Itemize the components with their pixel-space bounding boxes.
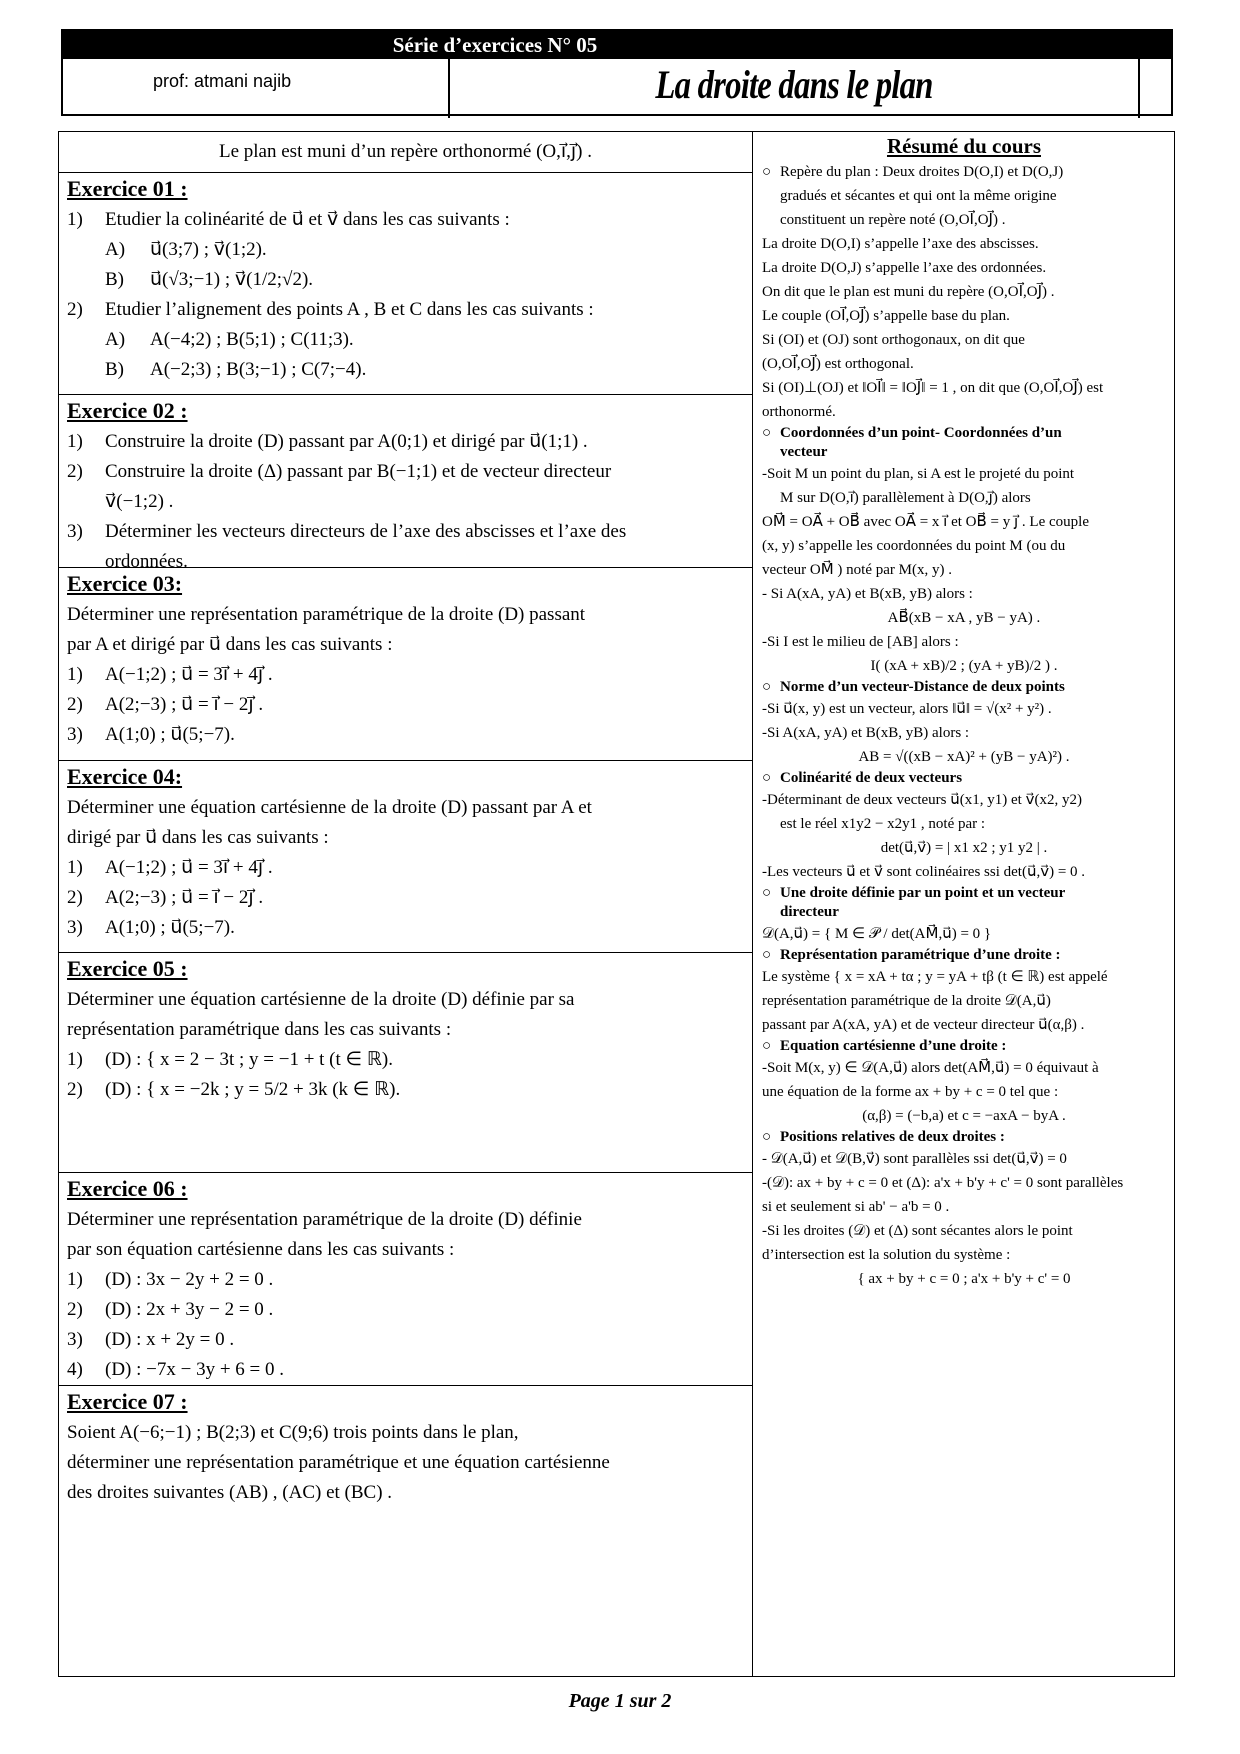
- exercise-5: [59, 952, 752, 1172]
- resume-text: -Si I est le milieu de [AB] alors :: [762, 634, 959, 650]
- resume-text: Norme d’un vecteur-Distance de deux points: [780, 679, 1065, 695]
- resume-text: 𝒟(A,u⃗) = { M ∈ 𝒫 / det(AM⃗,u⃗) = 0 }: [762, 926, 992, 942]
- resume-line: [762, 860, 1166, 884]
- resume-text: - Si A(xA, yA) et B(xB, yB) alors :: [762, 586, 973, 602]
- exercise-line: [67, 1075, 744, 1105]
- bullet-icon: ○: [762, 425, 772, 441]
- exercise-line: [67, 1015, 744, 1045]
- resume-line: [762, 400, 1166, 424]
- exercise-6: [59, 1172, 752, 1385]
- exercise-line: [67, 517, 744, 547]
- item-number: 2): [67, 887, 83, 908]
- line-text: dirigé par u⃗ dans les cas suivants :: [67, 827, 329, 848]
- sub-item-label: B): [105, 359, 124, 380]
- resume-line: [762, 1056, 1166, 1080]
- resume-line: [762, 745, 1166, 769]
- resume-line: [762, 1147, 1166, 1171]
- resume-text: vecteur OM⃗ ) noté par M(x, y) .: [762, 562, 952, 578]
- exercise-line: [67, 883, 744, 913]
- item-number: 3): [67, 917, 83, 938]
- resume-line: [762, 836, 1166, 860]
- resume-text: si et seulement si ab' − a'b = 0 .: [762, 1199, 950, 1215]
- resume-line: [762, 654, 1166, 678]
- exercise-line: [67, 1045, 744, 1075]
- resume-column: [754, 132, 1174, 1676]
- exercise-line: [67, 690, 744, 720]
- resume-line: [762, 534, 1166, 558]
- resume-line: [762, 630, 1166, 654]
- line-text: Soient A(−6;−1) ; B(2;3) et C(9;6) trois points dans le plan,: [67, 1422, 519, 1443]
- bullet-icon: ○: [762, 770, 772, 786]
- resume-line: [762, 304, 1166, 328]
- resume-line: [762, 1037, 1166, 1056]
- line-text: ordonnées.: [105, 551, 188, 572]
- resume-line: [762, 160, 1166, 184]
- resume-line: [762, 184, 1166, 208]
- resume-line: [762, 812, 1166, 836]
- resume-line: [762, 697, 1166, 721]
- resume-text: La droite D(O,I) s’appelle l’axe des abscisses.: [762, 236, 1039, 252]
- exercise-line: [67, 1478, 744, 1508]
- resume-text: représentation paramétrique de la droite 𝒟(A,u⃗): [762, 993, 1051, 1009]
- exercise-line: [67, 1355, 744, 1385]
- resume-text: Equation cartésienne d’une droite :: [780, 1038, 1007, 1054]
- line-text: (D) : x + 2y = 0 .: [105, 1329, 235, 1350]
- resume-text: -Soit M(x, y) ∈ 𝒟(A,u⃗) alors det(AM⃗,u⃗) = 0 équivaut à: [762, 1060, 1099, 1076]
- resume-text: -Soit M un point du plan, si A est le projeté du point: [762, 466, 1075, 482]
- resume-line: [762, 352, 1166, 376]
- bullet-icon: ○: [762, 947, 772, 963]
- sub-item-label: A): [105, 239, 126, 260]
- line-text: A(1;0) ; u⃗(5;−7).: [105, 917, 235, 938]
- resume-line: [762, 558, 1166, 582]
- line-text: (D) : 3x − 2y + 2 = 0 .: [105, 1269, 274, 1290]
- line-text: u⃗(3;7) ; v⃗(1;2).: [150, 239, 267, 260]
- line-text: Déterminer une représentation paramétrique de la droite (D) définie: [67, 1209, 582, 1230]
- resume-line: [762, 989, 1166, 1013]
- item-number: 3): [67, 724, 83, 745]
- exercise-line: [67, 325, 744, 355]
- line-text: Déterminer une représentation paramétrique de la droite (D) passant: [67, 604, 586, 625]
- exercise-line: [67, 630, 744, 660]
- resume-line: [762, 1219, 1166, 1243]
- resume-line: [762, 328, 1166, 352]
- resume-line: [762, 606, 1166, 630]
- exercise-line: [67, 853, 744, 883]
- exercise-4: [59, 760, 752, 952]
- exercise-line: [67, 660, 744, 690]
- resume-text: -Déterminant de deux vecteurs u⃗(x1, y1) et v⃗(x2, y2): [762, 792, 1082, 808]
- exercise-2: [59, 394, 752, 572]
- item-number: 1): [67, 1049, 83, 1070]
- resume-text: Si (OI) et (OJ) sont orthogonaux, on dit que: [762, 332, 1025, 348]
- exercise-title: Exercice 03:: [67, 571, 183, 596]
- line-text: Déterminer une équation cartésienne de la droite (D) définie par sa: [67, 989, 575, 1010]
- resume-text: gradués et sécantes et qui ont la même origine: [780, 188, 1057, 204]
- item-number: 1): [67, 209, 83, 230]
- resume-text: orthonormé.: [762, 404, 836, 420]
- bullet-icon: ○: [762, 1038, 772, 1054]
- item-number: 2): [67, 1079, 83, 1100]
- exercise-line: [67, 1205, 744, 1235]
- resume-text: constituent un repère noté (O,OI⃗,OJ⃗) .: [780, 212, 1006, 228]
- line-text: Construire la droite (D) passant par A(0;1) et dirigé par u⃗(1;1) .: [105, 431, 588, 452]
- exercise-line: [67, 457, 744, 487]
- resume-line: [762, 922, 1166, 946]
- resume-line: [762, 256, 1166, 280]
- line-text: A(−1;2) ; u⃗ = 3i⃗ + 4j⃗ .: [105, 857, 273, 878]
- line-text: A(2;−3) ; u⃗ = i⃗ − 2j⃗ .: [105, 887, 264, 908]
- exercise-line: [67, 1265, 744, 1295]
- line-text: Déterminer les vecteurs directeurs de l’axe des abscisses et l’axe des: [105, 521, 627, 542]
- resume-text: Coordonnées d’un point- Coordonnées d’un: [780, 425, 1062, 441]
- item-number: 3): [67, 1329, 83, 1350]
- exercise-line: [67, 1325, 744, 1355]
- sub-item-label: B): [105, 269, 124, 290]
- line-text: A(1;0) ; u⃗(5;−7).: [105, 724, 235, 745]
- resume-text: Une droite définie par un point et un vecteur: [780, 885, 1066, 901]
- teacher-name: prof: atmani najib: [153, 71, 292, 91]
- resume-text: - 𝒟(A,u⃗) et 𝒟(B,v⃗) sont parallèles ssi det(u⃗,v⃗) = 0: [762, 1151, 1067, 1167]
- resume-line: [762, 232, 1166, 256]
- resume-line: [762, 280, 1166, 304]
- item-number: 1): [67, 857, 83, 878]
- line-text: déterminer une représentation paramétrique et une équation cartésienne: [67, 1452, 610, 1473]
- resume-line: [762, 424, 1166, 443]
- resume-title: Résumé du cours: [886, 134, 1041, 158]
- resume-line: [762, 903, 1166, 922]
- exercise-line: [67, 793, 744, 823]
- resume-text: Repère du plan : Deux droites D(O,I) et D(O,J): [780, 164, 1064, 180]
- item-number: 3): [67, 521, 83, 542]
- line-text: (D) : { x = 2 − 3t ; y = −1 + t (t ∈ ℝ).: [105, 1049, 393, 1070]
- resume-line: [762, 376, 1166, 400]
- resume-line: [762, 678, 1166, 697]
- resume-text: { ax + by + c = 0 ; a'x + b'y + c' = 0: [857, 1271, 1071, 1287]
- line-text: u⃗(√3;−1) ; v⃗(1/2;√2).: [150, 269, 314, 290]
- exercise-line: [67, 1418, 744, 1448]
- resume-text: Positions relatives de deux droites :: [780, 1129, 1005, 1145]
- line-text: représentation paramétrique dans les cas suivants :: [67, 1019, 452, 1040]
- resume-text: une équation de la forme ax + by + c = 0 tel que :: [762, 1084, 1059, 1100]
- item-number: 2): [67, 694, 83, 715]
- item-number: 1): [67, 431, 83, 452]
- resume-line: [762, 1195, 1166, 1219]
- exercise-3: [59, 567, 752, 760]
- resume-text: passant par A(xA, yA) et de vecteur directeur u⃗(α,β) .: [762, 1017, 1085, 1033]
- item-number: 2): [67, 299, 83, 320]
- resume-text: -Si u⃗(x, y) est un vecteur, alors ‖u⃗‖ = √(x² + y²) .: [762, 701, 1052, 717]
- resume-line: [762, 462, 1166, 486]
- resume-text: -(𝒟): ax + by + c = 0 et (Δ): a'x + b'y + c' = 0 sont parallèles: [762, 1175, 1124, 1191]
- column-divider: [752, 132, 753, 1676]
- exercise-line: [67, 913, 744, 943]
- resume-line: [762, 884, 1166, 903]
- resume-line: [762, 1013, 1166, 1037]
- resume-line: [762, 443, 1166, 462]
- line-text: des droites suivantes (AB) , (AC) et (BC) .: [67, 1482, 393, 1503]
- exercise-line: [67, 205, 744, 235]
- bullet-icon: ○: [762, 679, 772, 695]
- line-text: A(−4;2) ; B(5;1) ; C(11;3).: [150, 329, 354, 350]
- resume-text: est le réel x1y2 − x2y1 , noté par :: [780, 816, 986, 832]
- exercise-line: [67, 1448, 744, 1478]
- resume-line: [762, 510, 1166, 534]
- resume-text: I( (xA + xB)/2 ; (yA + yB)/2 ) .: [870, 658, 1058, 674]
- exercise-line: [67, 427, 744, 457]
- resume-text: Le couple (OI⃗,OJ⃗) s’appelle base du plan.: [762, 308, 1010, 324]
- intro-text: Le plan est muni d’un repère orthonormé (O,i⃗,j⃗) .: [218, 141, 593, 162]
- exercise-line: [67, 1295, 744, 1325]
- line-text: v⃗(−1;2) .: [105, 491, 174, 512]
- resume-text: OM⃗ = OA⃗ + OB⃗ avec OA⃗ = x i⃗ et OB⃗ = y j⃗ . Le couple: [762, 514, 1089, 530]
- line-text: par son équation cartésienne dans les cas suivants :: [67, 1239, 455, 1260]
- exercise-line: [67, 720, 744, 750]
- resume-text: On dit que le plan est muni du repère (O,OI⃗,OJ⃗) .: [762, 284, 1055, 300]
- resume-line: [762, 788, 1166, 812]
- resume-text: (x, y) s’appelle les coordonnées du point M (ou du: [762, 538, 1066, 554]
- resume-text: Le système { x = xA + tα ; y = yA + tβ (t ∈ ℝ) est appelé: [762, 969, 1108, 985]
- header: [61, 29, 1173, 116]
- resume-text: -Les vecteurs u⃗ et v⃗ sont colinéaires ssi det(u⃗,v⃗) = 0 .: [762, 864, 1086, 880]
- exercise-line: [67, 600, 744, 630]
- exercise-title: Exercice 04:: [67, 764, 183, 789]
- line-text: Etudier la colinéarité de u⃗ et v⃗ dans les cas suivants :: [105, 209, 510, 230]
- exercise-line: [67, 1235, 744, 1265]
- resume-text: det(u⃗,v⃗) = | x1 x2 ; y1 y2 | .: [880, 840, 1048, 856]
- exercise-title: Exercice 07 :: [67, 1389, 188, 1414]
- resume-line: [762, 1267, 1166, 1291]
- item-number: 2): [67, 1299, 83, 1320]
- resume-line: [762, 721, 1166, 745]
- resume-text: AB⃗(xB − xA , yB − yA) .: [887, 610, 1041, 626]
- exercise-title: Exercice 02 :: [67, 398, 188, 423]
- resume-text: Représentation paramétrique d’une droite :: [780, 947, 1061, 963]
- exercise-line: [67, 355, 744, 385]
- exercise-line: [67, 487, 744, 517]
- resume-text: d’intersection est la solution du système :: [762, 1247, 1011, 1263]
- exercise-title: Exercice 01 :: [67, 176, 188, 201]
- item-number: 1): [67, 664, 83, 685]
- title-box: [448, 59, 1140, 118]
- exercise-line: [67, 265, 744, 295]
- line-text: (D) : { x = −2k ; y = 5/2 + 3k (k ∈ ℝ).: [105, 1079, 401, 1100]
- main-frame: [58, 131, 1175, 1677]
- resume-text: (O,OI⃗,OJ⃗) est orthogonal.: [762, 356, 914, 372]
- resume-text: (α,β) = (−b,a) et c = −axA − byA .: [862, 1108, 1066, 1124]
- line-text: Etudier l’alignement des points A , B et C dans les cas suivants :: [105, 299, 594, 320]
- resume-line: [762, 208, 1166, 232]
- resume-text: Colinéarité de deux vecteurs: [780, 770, 963, 786]
- resume-line: [762, 1104, 1166, 1128]
- resume-line: [762, 1243, 1166, 1267]
- bullet-icon: ○: [762, 1129, 772, 1145]
- resume-line: [762, 946, 1166, 965]
- resume-line: [762, 769, 1166, 788]
- line-text: Déterminer une équation cartésienne de la droite (D) passant par A et: [67, 797, 592, 818]
- exercise-1: [59, 172, 752, 394]
- resume-line: [762, 582, 1166, 606]
- sub-item-label: A): [105, 329, 126, 350]
- item-number: 1): [67, 1269, 83, 1290]
- resume-line: [762, 1128, 1166, 1147]
- line-text: (D) : −7x − 3y + 6 = 0 .: [105, 1359, 285, 1380]
- exercise-line: [67, 235, 744, 265]
- resume-text: Si (OI)⊥(OJ) et ‖OI⃗‖ = ‖OJ⃗‖ = 1 , on dit que (O,OI⃗,OJ⃗) est: [762, 380, 1104, 396]
- item-number: 4): [67, 1359, 83, 1380]
- exercise-line: [67, 823, 744, 853]
- resume-line: [762, 965, 1166, 989]
- exercise-line: [67, 295, 744, 325]
- page-title: La droite dans le plan: [655, 62, 933, 107]
- exercise-title: Exercice 06 :: [67, 1176, 188, 1201]
- resume-text: La droite D(O,J) s’appelle l’axe des ordonnées.: [762, 260, 1047, 276]
- resume-line: [762, 486, 1166, 510]
- bullet-icon: ○: [762, 164, 772, 180]
- line-text: A(2;−3) ; u⃗ = i⃗ − 2j⃗ .: [105, 694, 264, 715]
- item-number: 2): [67, 461, 83, 482]
- series-title: Série d’exercices N° 05: [392, 33, 598, 57]
- resume-line: [762, 1171, 1166, 1195]
- resume-text: -Si les droites (𝒟) et (Δ) sont sécantes alors le point: [762, 1223, 1073, 1239]
- page-footer: Page 1 sur 2: [568, 1690, 672, 1712]
- line-text: A(−2;3) ; B(3;−1) ; C(7;−4).: [150, 359, 367, 380]
- exercise-title: Exercice 05 :: [67, 956, 188, 981]
- resume-text: vecteur: [780, 444, 828, 460]
- exercise-7: [59, 1385, 752, 1678]
- line-text: A(−1;2) ; u⃗ = 3i⃗ + 4j⃗ .: [105, 664, 273, 685]
- resume-text: M sur D(O,i⃗) parallèlement à D(O,j⃗) alors: [780, 490, 1031, 506]
- resume-text: directeur: [780, 904, 839, 920]
- exercise-line: [67, 985, 744, 1015]
- bullet-icon: ○: [762, 885, 772, 901]
- resume-text: AB = √((xB − xA)² + (yB − yA)²) .: [858, 749, 1070, 765]
- resume-line: [762, 1080, 1166, 1104]
- line-text: Construire la droite (Δ) passant par B(−1;1) et de vecteur directeur: [105, 461, 612, 482]
- exercises-column: [59, 132, 752, 1676]
- resume-text: -Si A(xA, yA) et B(xB, yB) alors :: [762, 725, 970, 741]
- line-text: par A et dirigé par u⃗ dans les cas suivants :: [67, 634, 393, 655]
- line-text: (D) : 2x + 3y − 2 = 0 .: [105, 1299, 274, 1320]
